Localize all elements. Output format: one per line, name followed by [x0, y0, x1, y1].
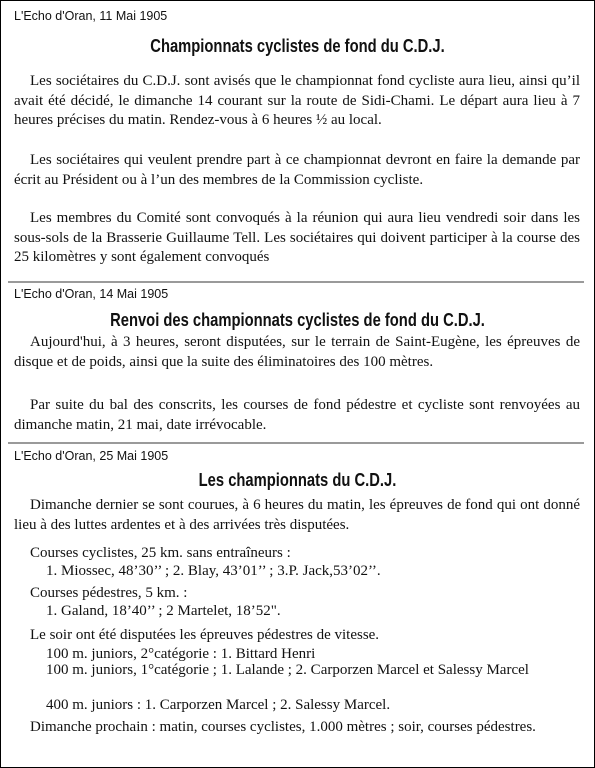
result-line: 1. Miossec, 48’30’’ ; 2. Blay, 43’01’’ ; 3.P. Jack,53’02’’.: [46, 563, 381, 579]
separator: [8, 442, 584, 444]
article-paragraph: Les membres du Comité sont convoqués à la réunion qui aura lieu vendredi soir dans les sous-sols de la Brasserie Guillaume Tell. Les sociétaires qui doivent participer à la course des 25 kilomètres y sont également convoqués: [14, 210, 580, 265]
article-title: Renvoi des championnats cyclistes de fond du C.D.J.: [110, 310, 485, 330]
result-line: 1. Galand, 18’40’’ ; 2 Martelet, 18’52".: [46, 603, 281, 619]
article-paragraph: Dimanche dernier se sont courues, à 6 heures du matin, les épreuves de fond qui ont donné lieu à des luttes ardentes et à des arrivées très disputées.: [14, 497, 580, 533]
article-title: Les championnats du C.D.J.: [198, 470, 397, 490]
article-paragraph: Le soir ont été disputées les épreuves pédestres de vitesse.: [30, 627, 380, 643]
article-paragraph: Courses pédestres, 5 km. :: [30, 585, 188, 601]
article-paragraph: Les sociétaires qui veulent prendre part à ce championnat devront en faire la demande par écrit au Président ou à l’un des membres de la Commission cycliste.: [14, 152, 580, 188]
article-title: Championnats cyclistes de fond du C.D.J.: [150, 36, 445, 56]
article-paragraph: Aujourd'hui, à 3 heures, seront disputées, sur le terrain de Saint-Eugène, les épreuves de disque et de poids, ainsi que la suite des éliminatoires des 100 mètres.: [14, 334, 580, 370]
result-line: 100 m. juniors, 2°catégorie : 1. Bittard Henri: [46, 646, 316, 662]
result-line: 100 m. juniors, 1°catégorie ; 1. Lalande ; 2. Carporzen Marcel et Salessy Marcel: [46, 662, 529, 678]
article-source: L'Echo d'Oran, 25 Mai 1905: [14, 449, 169, 463]
article-source: L'Echo d'Oran, 14 Mai 1905: [14, 287, 169, 301]
article-paragraph: Les sociétaires du C.D.J. sont avisés que le championnat fond cycliste aura lieu, ainsi qu’il avait été décidé, le dimanche 14 courant sur la route de Sidi-Chami. Le départ aura lieu à 7 heures précises du matin. Rendez-vous à 6 heures ½ au local.: [14, 73, 580, 128]
article-source: L'Echo d'Oran, 11 Mai 1905: [14, 9, 168, 23]
result-line: 400 m. juniors : 1. Carporzen Marcel ; 2. Salessy Marcel.: [46, 697, 391, 713]
article-paragraph: Dimanche prochain : matin, courses cyclistes, 1.000 mètres ; soir, courses pédestres.: [30, 719, 536, 735]
article-paragraph: Courses cyclistes, 25 km. sans entraîneurs :: [30, 545, 291, 561]
separator: [8, 281, 584, 283]
article-paragraph: Par suite du bal des conscrits, les courses de fond pédestre et cycliste sont renvoyées au dimanche matin, 21 mai, date irrévocable.: [14, 397, 580, 433]
